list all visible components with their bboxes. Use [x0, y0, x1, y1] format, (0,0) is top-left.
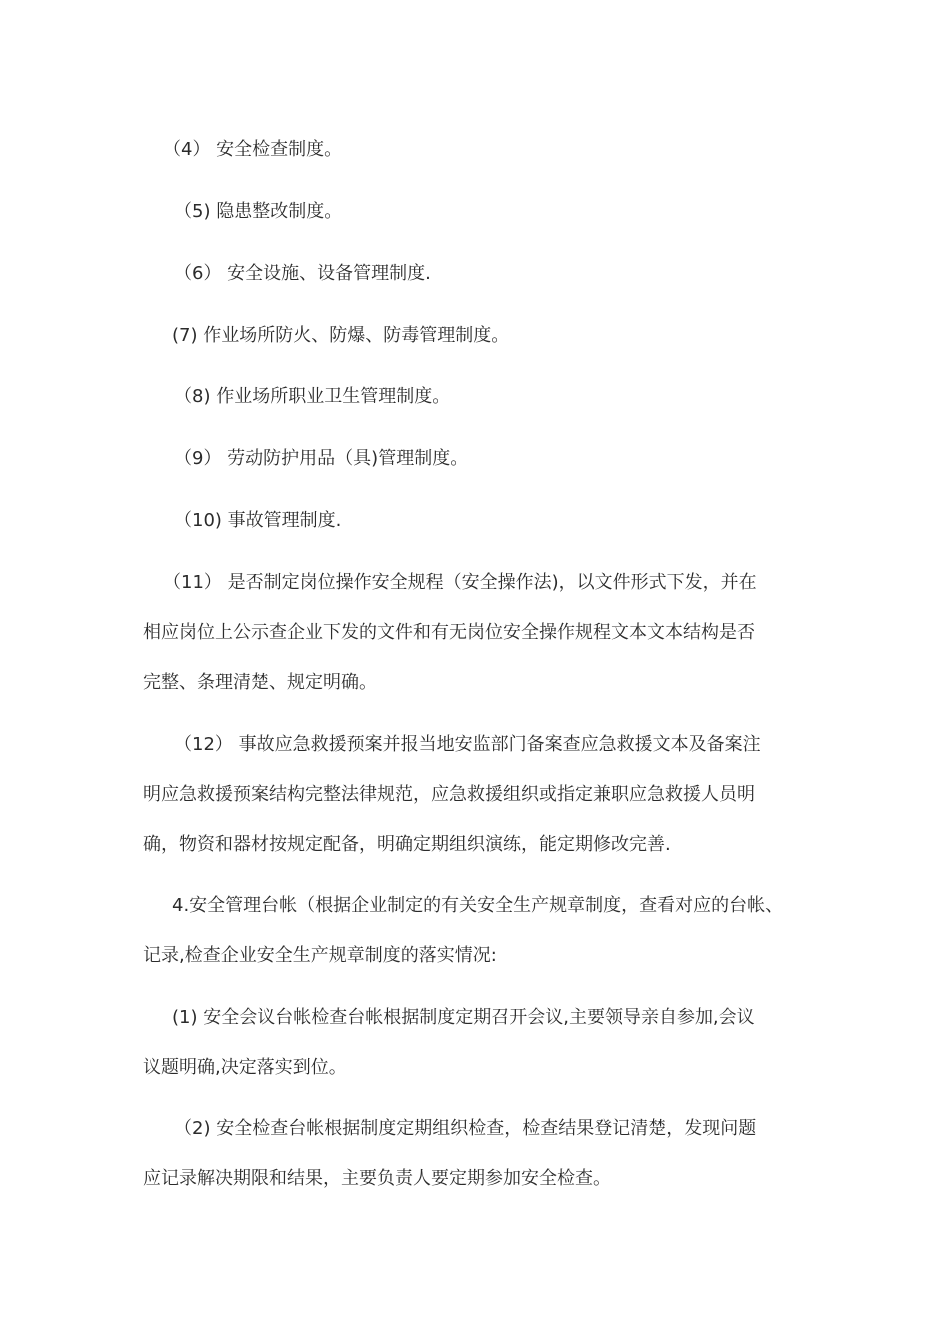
item-9-protective-equipment: （9） 劳动防护用品（具)管理制度。: [174, 448, 469, 469]
ledger-2-line-2: 应记录解决期限和结果，主要负责人要定期参加安全检查。: [143, 1168, 611, 1189]
item-11-line-3: 完整、条理清楚、规定明确。: [143, 672, 377, 693]
item-6-facility-management: （6） 安全设施、设备管理制度.: [174, 263, 431, 284]
ledger-1-line-2: 议题明确,决定落实到位。: [143, 1057, 347, 1078]
item-12-line-3: 确，物资和器材按规定配备，明确定期组织演练，能定期修改完善.: [143, 834, 671, 855]
section-4-line-1: 4.安全管理台帐（根据企业制定的有关安全生产规章制度，查看对应的台帐、: [172, 895, 784, 916]
item-4-safety-inspection: （4） 安全检查制度。: [163, 139, 343, 160]
item-11-line-1: （11） 是否制定岗位操作安全规程（安全操作法)，以文件形式下发，并在: [163, 572, 757, 593]
ledger-1-line-1: (1) 安全会议台帐检查台帐根据制度定期召开会议,主要领导亲自参加,会议: [172, 1007, 755, 1028]
item-8-occupational-health: （8) 作业场所职业卫生管理制度。: [174, 386, 451, 407]
ledger-2-line-1: （2) 安全检查台帐根据制度定期组织检查，检查结果登记清楚，发现问题: [174, 1118, 757, 1139]
section-4-line-2: 记录,检查企业安全生产规章制度的落实情况:: [143, 945, 497, 966]
item-5-hazard-rectification: （5) 隐患整改制度。: [174, 201, 343, 222]
item-10-accident-management: （10) 事故管理制度.: [174, 510, 342, 531]
item-11-line-2: 相应岗位上公示查企业下发的文件和有无岗位安全操作规程文本文本结构是否: [143, 622, 755, 643]
item-7-fire-explosion-poison: (7) 作业场所防火、防爆、防毒管理制度。: [172, 325, 510, 346]
item-12-line-2: 明应急救援预案结构完整法律规范，应急救援组织或指定兼职应急救援人员明: [143, 784, 755, 805]
item-12-line-1: （12） 事故应急救援预案并报当地安监部门备案查应急救援文本及备案注: [174, 734, 761, 755]
